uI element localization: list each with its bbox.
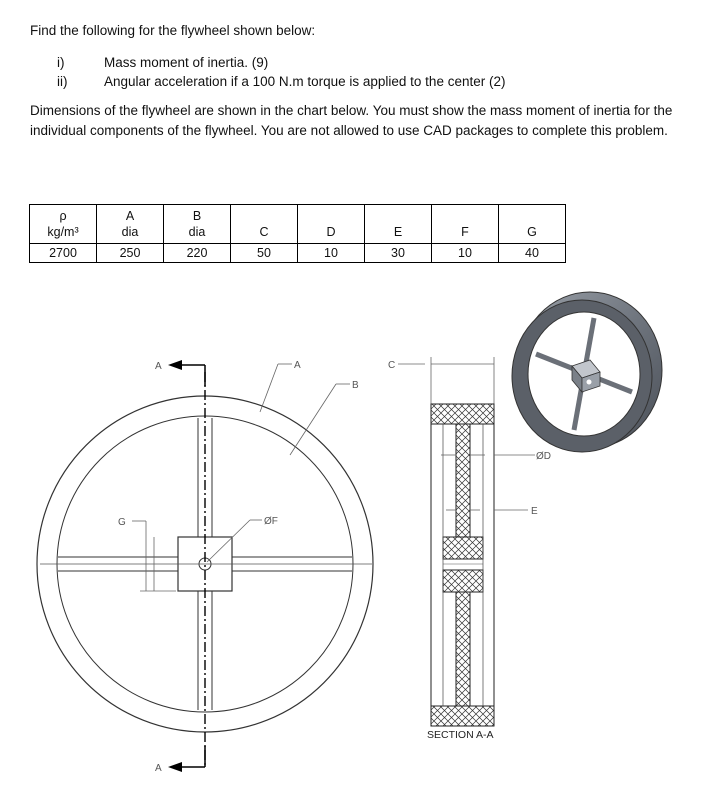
value-rho: 2700 <box>30 244 97 263</box>
item-2-number: ii) <box>57 74 68 89</box>
header-g: G <box>499 205 566 244</box>
value-g: 40 <box>499 244 566 263</box>
callout-d: ØD <box>536 451 551 462</box>
value-b: 220 <box>164 244 231 263</box>
section-rim-top <box>431 404 494 424</box>
value-e: 30 <box>365 244 432 263</box>
value-a: 250 <box>97 244 164 263</box>
callout-e: E <box>531 506 538 517</box>
callout-b: B <box>352 380 359 391</box>
callout-g: G <box>118 517 126 528</box>
header-f: F <box>432 205 499 244</box>
header-e: E <box>365 205 432 244</box>
section-caption: SECTION A-A <box>427 729 494 741</box>
value-f: 10 <box>432 244 499 263</box>
value-d: 10 <box>298 244 365 263</box>
item-1-text: Mass moment of inertia. (9) <box>104 55 269 70</box>
section-arrow-label-top: A <box>155 361 162 372</box>
value-c: 50 <box>231 244 298 263</box>
header-d: D <box>298 205 365 244</box>
callout-a: A <box>294 360 301 371</box>
front-view <box>37 360 373 774</box>
item-2-text: Angular acceleration if a 100 N.m torque is applied to the center (2) <box>104 74 506 89</box>
header-c: C <box>231 205 298 244</box>
section-arrow-label-bottom: A <box>155 763 162 774</box>
section-rim-bottom <box>431 706 494 726</box>
item-1-number: i) <box>57 55 65 70</box>
section-web-top <box>456 424 470 537</box>
header-b: B dia <box>164 205 231 244</box>
problem-intro: Find the following for the flywheel shown below: <box>30 23 316 38</box>
callout-f: ØF <box>264 516 278 527</box>
section-hub-lower <box>443 570 483 592</box>
isometric-view <box>512 292 662 452</box>
header-a: A dia <box>97 205 164 244</box>
header-rho: ρ kg/m³ <box>30 205 97 244</box>
instructions-paragraph: Dimensions of the flywheel are shown in the chart below. You must show the mass moment of inertia for the individual components of the flywheel. You are not allowed to use CAD packages to complete this problem. <box>30 103 673 138</box>
section-web-bottom <box>456 592 470 706</box>
callout-c: C <box>388 360 396 371</box>
section-hub-upper <box>443 537 483 559</box>
